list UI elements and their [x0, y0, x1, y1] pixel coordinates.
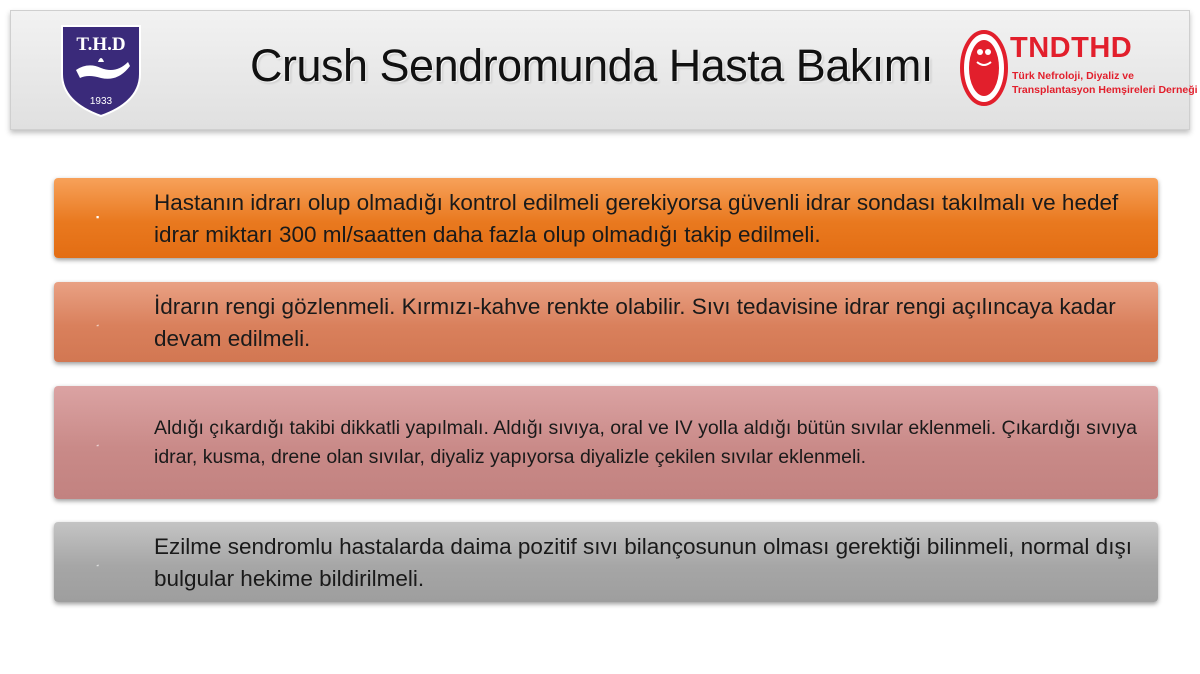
- thd-logo-acronym: T.H.D: [76, 34, 126, 55]
- content-text-4: Ezilme sendromlu hastalarda daima pozitif sıvı bilançosunun olması gerektiği bilinmeli, normal dışı bulgular hekime bildirilmeli.: [154, 534, 1132, 591]
- content-box-3: [54, 386, 1158, 499]
- content-text-3: Aldığı çıkardığı takibi dikkatli yapılmalı. Aldığı sıvıya, oral ve IV yolla aldığı bütün sıvılar eklenmeli. Çıkardığı sıvıya idrar, kusma, drene olan sıvılar, diyaliz yapıyorsa diyalizle çekilen sıvılar eklenmeli.: [154, 417, 1138, 468]
- kidney-badge-icon: [960, 30, 1008, 106]
- bullet-icon: ▪: [96, 212, 100, 222]
- page-title: Crush Sendromunda Hasta Bakımı: [250, 40, 933, 91]
- tndthd-line2: Transplantasyon Hemşireleri Derneği: [1012, 84, 1198, 96]
- tndthd-logo: [960, 30, 1198, 106]
- bullet-icon: ˼: [96, 556, 99, 566]
- tndthd-acronym: TNDTHD: [1010, 32, 1133, 64]
- bullet-icon: ˼: [96, 316, 99, 326]
- content-box-4: [54, 522, 1158, 602]
- content-text-2: İdrarın rengi gözlenmeli. Kırmızı-kahve renkte olabilir. Sıvı tedavisine idrar rengi açılıncaya kadar devam edilmeli.: [154, 294, 1116, 351]
- bullet-icon: ˼: [96, 436, 99, 446]
- thd-logo-year: 1933: [89, 96, 113, 107]
- content-text-1: Hastanın idrarı olup olmadığı kontrol edilmeli gerekiyorsa güvenli idrar sondası takılmalı ve hedef idrar miktarı 300 ml/saatten daha fazla olup olmadığı takip edilmeli.: [154, 190, 1119, 247]
- content-box-1: [54, 178, 1158, 258]
- thd-logo: [58, 22, 144, 118]
- content-box-2: [54, 282, 1158, 362]
- tndthd-line1: Türk Nefroloji, Diyaliz ve: [1012, 70, 1134, 82]
